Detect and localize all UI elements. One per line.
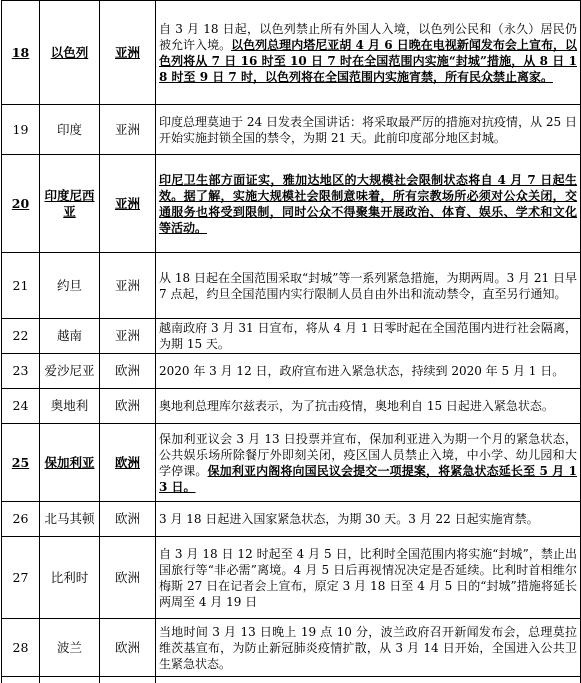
measure-description: [156, 389, 581, 424]
country-name: 奥地利: [40, 389, 100, 424]
region-name: 欧洲: [100, 502, 156, 537]
country-name: 约旦: [40, 253, 100, 319]
empty-cell: [156, 677, 581, 683]
region-name: 亚洲: [100, 105, 156, 155]
region-name: 亚洲: [100, 319, 156, 354]
measures-table: [1, 0, 581, 683]
measure-description: [156, 253, 581, 319]
country-name: 北马其顿: [40, 502, 100, 537]
empty-cell: [2, 677, 40, 683]
measure-description: [156, 537, 581, 619]
country-name: 波兰: [40, 619, 100, 677]
row-number: 28: [2, 619, 40, 677]
country-name: 以色列: [40, 1, 100, 105]
row-number: 22: [2, 319, 40, 354]
region-name: 亚洲: [100, 253, 156, 319]
table-row: [2, 537, 581, 619]
measure-text: 奥地利总理库尔兹表示，为了抗击疫情，奥地利自 15 日起进入紧急状态。: [159, 399, 554, 413]
measure-description: [156, 1, 581, 105]
row-number: 27: [2, 537, 40, 619]
row-number: 23: [2, 354, 40, 389]
row-number: 25: [2, 424, 40, 502]
row-number: 19: [2, 105, 40, 155]
table-row: [2, 619, 581, 677]
measure-description: [156, 105, 581, 155]
row-number: 24: [2, 389, 40, 424]
region-name: 欧洲: [100, 424, 156, 502]
measure-description: [156, 619, 581, 677]
country-name: 保加利亚: [40, 424, 100, 502]
row-number: 18: [2, 1, 40, 105]
row-number: 20: [2, 155, 40, 253]
measure-text: 从 18 日起在全国范围采取“封城”等一系列紧急措施，为期两周。3 月 21 日早 7 点起，约旦全国范围内实行限制人员自由外出和流动禁令，直至另行通知。: [159, 271, 577, 301]
region-name: 亚洲: [100, 155, 156, 253]
table-row: [2, 424, 581, 502]
measure-text-emphasis: 以色列总理内塔尼亚胡 4 月 6 日晚在电视新闻发布会上宣布，以色列将从 7 日 16 时至 10 日 7 时在全国范围内实施“封城”措施，从 8 日 18 时至 9 日 7 时，以色列将在全国范围内实施宵禁，所有民众禁止离家。: [159, 38, 577, 84]
measure-description: [156, 319, 581, 354]
country-name: 印度: [40, 105, 100, 155]
empty-cell: [100, 677, 156, 683]
region-name: 欧洲: [100, 537, 156, 619]
measure-text: 印度总理莫迪于 24 日发表全国讲话：将采取最严厉的措施对抗疫情，从 25 日开始实施封锁全国的禁令，为期 21 天。此前印度部分地区封城。: [159, 115, 577, 145]
measure-text: 越南政府 3 月 31 日宣布，将从 4 月 1 日零时起在全国范围内进行社会隔离，为期 15 天。: [159, 321, 577, 351]
measure-text: 保加利亚议会 3 月 13 日投票并宣布，保加利亚进入为期一个月的紧急状态，公共娱乐场所除餐厅外即刻关闭，疫区国人员禁止入境，中小学、幼儿园和大学停课。: [159, 432, 577, 478]
measure-text: 自 3 月 18 日 12 时起至 4 月 5 日，比利时全国范围内将实施“封城”，禁止出国旅行等“非必需”离境。4 月 5 日后再视情况决定是否延续。比利时首相维尔梅斯 27 日在记者会上宣布，原定 3 月 18 日至 4 月 5 日的“封城”措施将延长两周至 4 月 19 日: [159, 547, 577, 609]
table-row: [2, 389, 581, 424]
region-name: 亚洲: [100, 1, 156, 105]
country-name: 越南: [40, 319, 100, 354]
measure-text: 2020 年 3 月 12 日，政府宣布进入紧急状态，持续到 2020 年 5 月 1 日。: [159, 364, 564, 378]
row-number: 26: [2, 502, 40, 537]
measure-text: 3 月 18 日起进入国家紧急状态，为期 30 天。3 月 22 日起实施宵禁。: [159, 512, 539, 526]
table-row-partial: [2, 677, 581, 683]
measure-text: 自 3 月 18 日起，以色列禁止所有外国人入境，以色列公民和（永久）居民仍被允许入境。: [159, 22, 577, 52]
measure-description: [156, 424, 581, 502]
measure-description: [156, 155, 581, 253]
table-row: [2, 319, 581, 354]
table-row: [2, 354, 581, 389]
table-row: [2, 253, 581, 319]
country-name: 印度尼西亚: [40, 155, 100, 253]
table-row: [2, 1, 581, 105]
region-name: 欧洲: [100, 354, 156, 389]
row-number: 21: [2, 253, 40, 319]
measure-text-emphasis: 保加利亚内阁将向国民议会提交一项提案，将紧急状态延长至 5 月 13 日。: [159, 464, 577, 494]
country-name: 爱沙尼亚: [40, 354, 100, 389]
measure-description: [156, 354, 581, 389]
table-row: [2, 502, 581, 537]
region-name: 欧洲: [100, 389, 156, 424]
region-name: 欧洲: [100, 619, 156, 677]
table-row: [2, 155, 581, 253]
measure-description: [156, 502, 581, 537]
measure-text-emphasis: 印尼卫生部方面证实，雅加达地区的大规模社会限制状态将自 4 月 7 日起生效。据了解，实施大规模社会限制意味着，所有宗教场所必须对公众关闭，交通服务也将受到限制，同时公众不得聚集开展政治、体育、娱乐、学术和文化等活动。: [159, 173, 577, 235]
table-row: [2, 105, 581, 155]
measures-table-body: [2, 1, 581, 683]
country-name: 比利时: [40, 537, 100, 619]
measure-text: 当地时间 3 月 13 日晚上 19 点 10 分，波兰政府召开新闻发布会，总理莫拉维茨基宣布，为防止新冠肺炎疫情扩散，从 3 月 14 日开始，全国进入公共卫生紧急状态。: [159, 625, 577, 671]
empty-cell: [40, 677, 100, 683]
